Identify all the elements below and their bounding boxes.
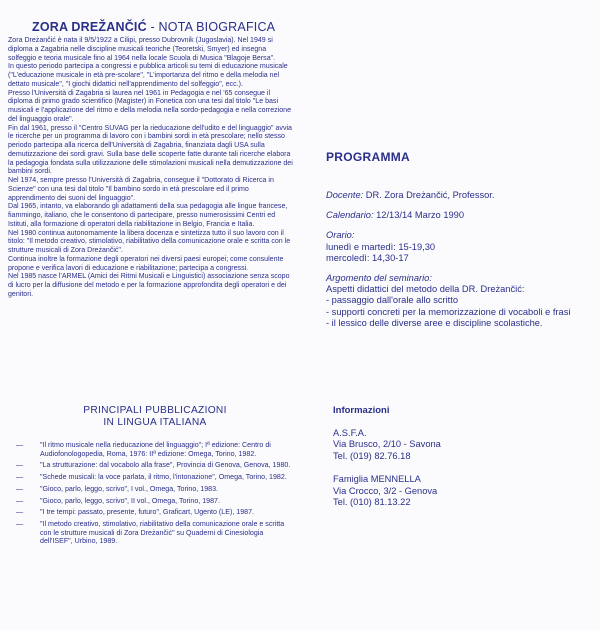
publications-title-line: PRINCIPALI PUBBLICAZIONI: [83, 405, 227, 416]
orario-line: lunedì e martedì: 15-19,30: [326, 241, 436, 252]
publication-text: "La strutturazione: dal vocabolo alla frase", Provincia di Genova, Genova, 1980.: [40, 461, 291, 470]
bio-title: [32, 20, 296, 34]
argomento-line: - il lessico delle diverse aree e discipline scolastiche.: [326, 317, 543, 328]
bio-paragraph: In questo periodo partecipa a congressi e pubblica articoli su temi di educazione musicale ("L'educazione musicale in età pre-scolare", "L'importanza del ritmo e della melodia nel dettato musicale", "I giochi didattici nell'apprendimento del solfeggio", ecc.).: [8, 63, 288, 88]
contact-phone: Tel. (019) 82.76.18: [333, 450, 411, 461]
bio-paragraph: Nel 1985 nasce l'ARMEL (Amici dei Ritmi Musicali e Linguistici) associazione senza scopo di lucro per la diffusione del metodo e per la formazione approfondita degli operatori e dei genitori.: [8, 273, 290, 298]
bio-body: [8, 37, 296, 300]
contact-phone: Tel. (010) 81.13.22: [333, 497, 411, 508]
bio-paragraph: Dal 1965, intanto, va elaborando gli adattamenti della sua pedagogia alle lingue francese, fiammingo, italiano, che le consentono di partecipare, presso numerosissimi Centri ed Istituti, alla formazione di operatori della riabilitazione in Belgio, Francia e Italia.: [8, 203, 288, 228]
orario-line: mercoledì: 14,30-17: [326, 252, 409, 263]
publications-title-line: IN LINGUA ITALIANA: [103, 417, 207, 428]
contact-name: A.S.F.A.: [333, 428, 367, 438]
contact-address: Via Brusco, 2/10 - Savona: [333, 439, 441, 450]
calendario-label: Calendario:: [326, 210, 374, 221]
publication-item: [16, 508, 294, 517]
bio-title-name: ZORA DREŽANČIĆ: [32, 20, 147, 34]
dash-icon: —: [16, 519, 24, 528]
argomento-line: - supporti concreti per la memorizzazione di vocaboli e frasi: [326, 306, 571, 317]
dash-icon: —: [16, 461, 24, 470]
publication-item: [16, 520, 294, 546]
publication-text: "I tre tempi: passato, presente, futuro", Graficart, Ugento (LE), 1987.: [40, 508, 255, 517]
dash-icon: —: [16, 473, 24, 482]
dash-icon: —: [16, 441, 24, 449]
publication-item: [16, 485, 294, 494]
publication-text: "Il ritmo musicale nella rieducazione del linguaggio"; Iª edizione: Centro di Audiofonologopedia, Roma, 1976: IIª edizione: Omega, Torino, 1982.: [40, 441, 271, 458]
bio-paragraph: Zora Dreżančić è nata il 9/5/1922 a Cilipi, presso Dubrovnik (Jugoslavia). Nel 1949 si diploma a Zagabria nelle discipline musicali teoriche (Teoretski, Smyer) ed insegna solfeggio e teoria musicale fino al 1964 nella locale Scuola di Musica "Blagoje Bersa".: [8, 37, 276, 62]
bio-section: [8, 20, 296, 300]
orario-label: Orario:: [326, 230, 355, 241]
bio-paragraph: Continua inoltre la formazione degli operatori nei diversi paesi europei; come consulente propone e verifica lavori di educazione e riabilitazione; partecipa a congressi.: [8, 255, 284, 272]
dash-icon: —: [16, 496, 24, 505]
publication-text: "Gioco, parlo, leggo, scrivo", I vol., Omega, Torino, 1983.: [40, 484, 219, 493]
publication-item: [16, 441, 294, 458]
contact-name: Famiglia MENNELLA: [333, 474, 421, 485]
argomento-label: Argomento del seminario:: [326, 273, 432, 284]
publications-title: [16, 405, 294, 429]
informazioni-section: [333, 405, 593, 508]
bio-paragraph: Nel 1980 continua autonomamente la libera docenza e sintetizza tutto il suo lavoro con il titolo: "Il metodo creativo, stimolativo, riabilitativo della comunicazione orale e scritta con le strutture musicali di Zora Dreżančić".: [8, 229, 291, 254]
argomento-line: - passaggio dall'orale allo scritto: [326, 295, 458, 306]
bio-title-rest: - NOTA BIOGRAFICA: [146, 20, 276, 34]
informazioni-title: Informazioni: [333, 405, 390, 416]
docente-value: DR. Zora Dreżančić, Professor.: [363, 190, 495, 200]
publication-item: [16, 497, 294, 506]
programma-title: PROGRAMMA: [326, 150, 411, 164]
publication-text: "Gioco, parlo, leggo, scrivo", II vol., Omega, Torino, 1987.: [40, 496, 220, 505]
publication-text: "Il metodo creativo, stimolativo, riabilitativo della comunicazione orale e scritta con le strutture musicali di Zora Dreżančić" su Quaderni di Cinesiologia dell'ISEF", Urbino, 1989.: [40, 519, 285, 546]
dash-icon: —: [16, 508, 24, 517]
programma-section: [326, 150, 598, 329]
publication-item: [16, 473, 294, 482]
bio-paragraph: Nel 1974, sempre presso l'Università di Zagabria, consegue il "Dottorato di Ricerca in Scienze" con una tesi dal titolo "Il bambino sordo in età prescolare ed il primo apprendimento dei suoni del linguaggio".: [8, 177, 274, 202]
docente-label: Docente:: [326, 190, 364, 200]
bio-paragraph: Presso l'Università di Zagabria si laurea nel 1961 in Pedagogia e nel '65 consegue il diploma di primo grado scientifico (Magister) in Fonetica con una tesi dal titolo "Le basi musicali e l'applicazione del ritmo e della melodia nella sordo-pedagogia e nella correzione del linguaggio orale".: [8, 89, 291, 123]
docente-line: [326, 190, 598, 201]
publications-section: [16, 405, 294, 549]
calendario-value: 12/13/14 Marzo 1990: [373, 210, 464, 221]
publication-text: "Schede musicali: la voce parlata, il ritmo, l'intonazione", Omega, Torino, 1982.: [40, 473, 287, 482]
calendario-line: [326, 210, 598, 221]
contact-address: Via Crocco, 3/2 - Genova: [333, 485, 438, 496]
publication-item: [16, 461, 294, 470]
dash-icon: —: [16, 484, 24, 493]
argomento-line: Aspetti didattici del metodo della DR. Dreżančić:: [326, 284, 525, 295]
bio-paragraph: Fin dal 1961, presso il "Centro SUVAG per la rieducazione dell'udito e del linguaggio" avvia le ricerche per un programma di lavoro con i bambini sordi in età prescolare; nello stesso periodo partecipa alla ricerca dell'Università di Zagabria, finanziata dagli USA sulla demutizzazione dei sordi gravi. Sulla base delle scoperte fatte durante tali ricerche elabora la pedagogia fondata sulla utilizzazione delle stimolazioni musicali nella demutizzazione dei bambini sordi.: [8, 124, 293, 176]
